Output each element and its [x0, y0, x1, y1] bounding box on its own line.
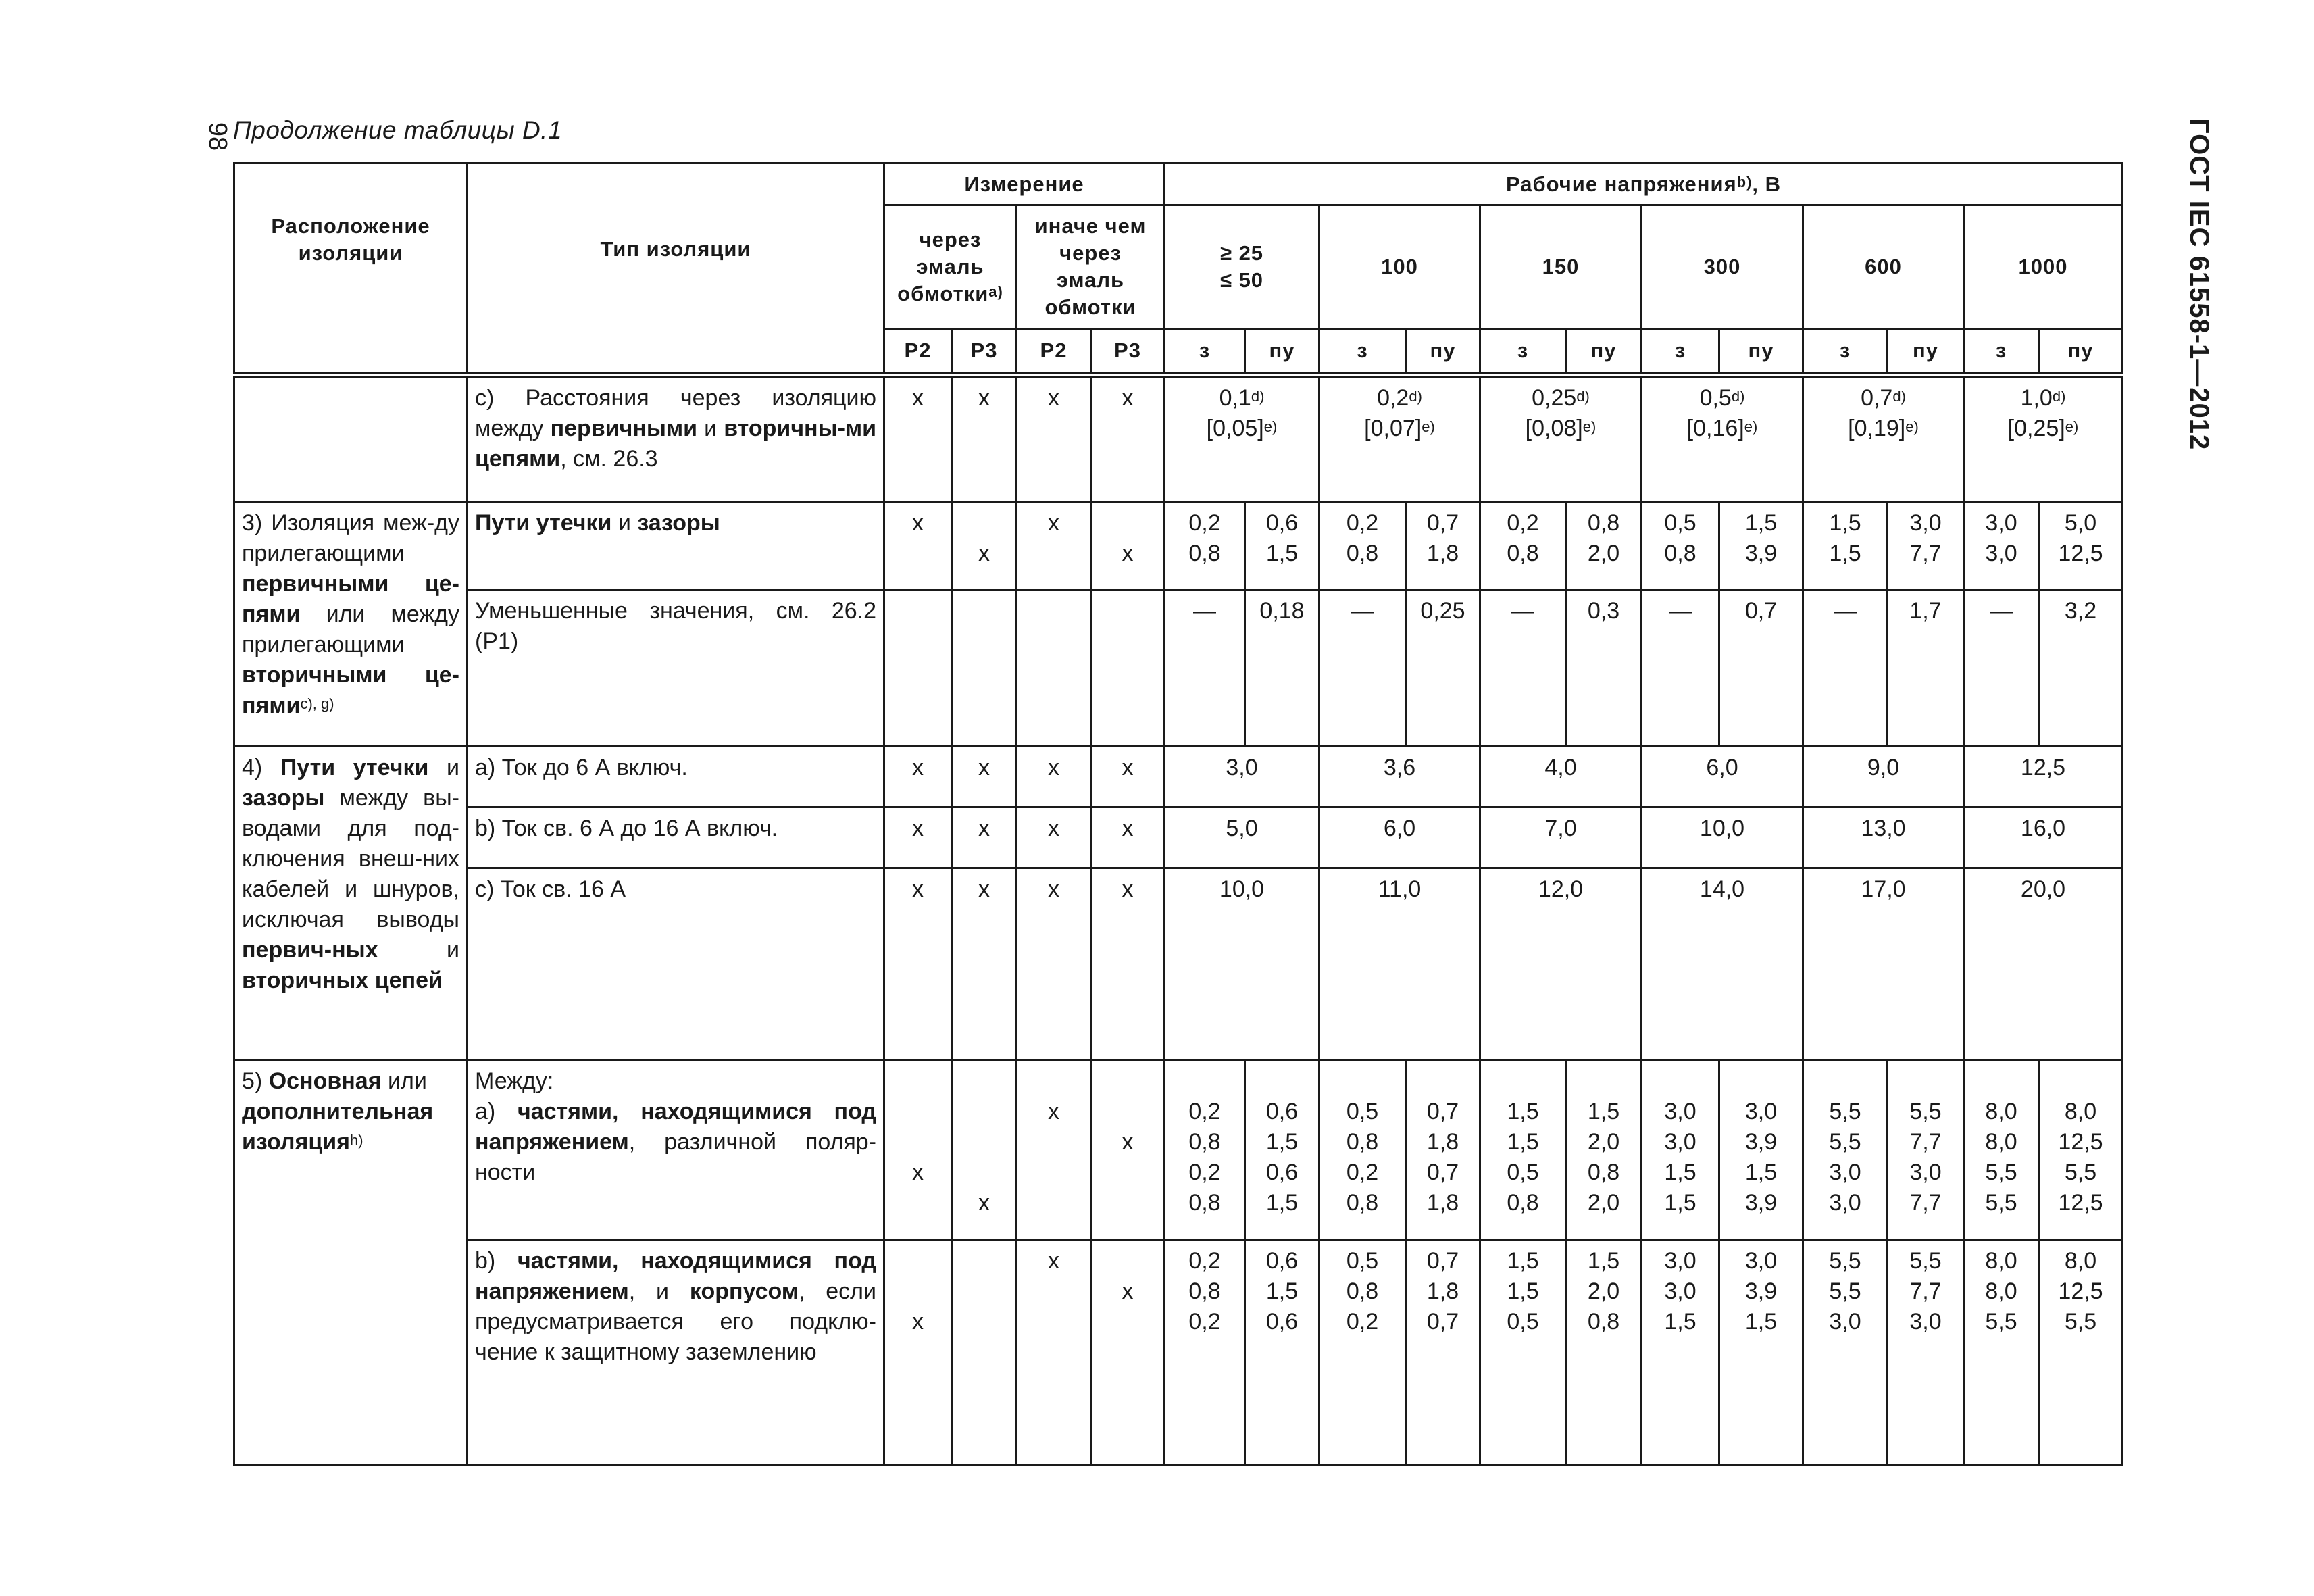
value-cell: 5,5 5,5 3,0 [1803, 1240, 1888, 1466]
mark-cell: x [1017, 1240, 1091, 1466]
value-cell: 0,7 1,8 0,7 [1406, 1240, 1480, 1466]
table-row [234, 1240, 2123, 1466]
table-row [234, 807, 2123, 868]
value-cell: — [1964, 590, 2039, 747]
type-cell: a) Ток до 6 А включ. [468, 747, 884, 807]
value-cell: 8,0 12,5 5,5 12,5 [2039, 1060, 2123, 1240]
mark-cell: x [1017, 747, 1091, 807]
value-cell: — [1165, 590, 1245, 747]
value-cell: 0,25 [1406, 590, 1480, 747]
value-cell: 1,5 1,5 [1803, 502, 1888, 590]
value-cell: 1,5 3,9 [1719, 502, 1803, 590]
header-pu: пу [1719, 329, 1803, 375]
value-cell: 12,5 [1964, 747, 2123, 807]
value-cell: 8,0 12,5 5,5 [2039, 1240, 2123, 1466]
mark-cell-empty [952, 590, 1017, 747]
value-cell: 3,0 3,0 1,5 1,5 [1642, 1060, 1719, 1240]
mark-cell: x [952, 747, 1017, 807]
value-cell: 8,0 8,0 5,5 [1964, 1240, 2039, 1466]
value-cell: 0,2 0,8 [1480, 502, 1566, 590]
mark-cell: x [884, 502, 952, 590]
value-cell: 10,0 [1642, 807, 1803, 868]
mark-cell: x [884, 868, 952, 1060]
header-pu: пу [1406, 329, 1480, 375]
value-cell: 5,0 12,5 [2039, 502, 2123, 590]
value-cell: 1,5 1,5 0,5 0,8 [1480, 1060, 1566, 1240]
value-cell: 0,5 0,8 0,2 [1319, 1240, 1406, 1466]
type-cell: c) Расстояния через изоляцию между первичными и вторичны-ми цепями, см. 26.3 [468, 375, 884, 502]
insulation-table [233, 162, 2123, 1466]
location-cell: 3) Изоляция меж-ду прилегающими первичными це-пями или между прилегающими вторичными це-пями$^{c), g)}$ [234, 502, 468, 747]
value-cell: 3,0 3,0 [1964, 502, 2039, 590]
mark-cell: x [1091, 868, 1165, 1060]
mark-cell: x [1017, 807, 1091, 868]
header-p3: P3 [1091, 329, 1165, 375]
value-cell: 0,6 1,5 [1245, 502, 1319, 590]
value-cell: 5,5 7,7 3,0 7,7 [1888, 1060, 1964, 1240]
mark-cell-empty [884, 590, 952, 747]
page-number: 98 [203, 122, 232, 151]
value-cell: 6,0 [1642, 747, 1803, 807]
value-cell: 3,2 [2039, 590, 2123, 747]
mark-cell: x [884, 1240, 952, 1466]
table-row [234, 502, 2123, 590]
header-z: з [1480, 329, 1566, 375]
value-cell: 0,3 [1566, 590, 1642, 747]
header-measurement: Измерение [884, 164, 1165, 205]
value-cell: 11,0 [1319, 868, 1480, 1060]
value-cell: 0,2 0,8 [1319, 502, 1406, 590]
mark-cell: x [952, 375, 1017, 502]
value-cell: 1,5 1,5 0,5 [1480, 1240, 1566, 1466]
value-cell: 20,0 [1964, 868, 2123, 1060]
header-voltage-1000: 1000 [1964, 205, 2123, 329]
value-cell: 5,5 5,5 3,0 3,0 [1803, 1060, 1888, 1240]
type-cell: b) Ток св. 6 А до 16 А включ. [468, 807, 884, 868]
header-pu: пу [1566, 329, 1642, 375]
value-cell: 3,0 7,7 [1888, 502, 1964, 590]
document-code: ГОСТ IEC 61558-1—2012 [2184, 118, 2214, 451]
value-cell: 10,0 [1165, 868, 1319, 1060]
mark-cell: x [1017, 1060, 1091, 1240]
header-voltage-600: 600 [1803, 205, 1964, 329]
value-cell: 0,25$^{d)}$ $[0,08]^{e)}$ [1480, 375, 1642, 502]
mark-cell-empty [1091, 590, 1165, 747]
value-cell: 1,5 2,0 0,8 2,0 [1566, 1060, 1642, 1240]
header-voltage-50: ≥ 25 ≤ 50 [1165, 205, 1319, 329]
header-pu: пу [2039, 329, 2123, 375]
mark-cell: x [884, 1060, 952, 1240]
value-cell: 0,2 0,8 0,2 [1165, 1240, 1245, 1466]
header-voltage-100: 100 [1319, 205, 1480, 329]
value-cell: 3,0 3,9 1,5 3,9 [1719, 1060, 1803, 1240]
value-cell: 0,2 0,8 [1165, 502, 1245, 590]
mark-cell: x [1017, 502, 1091, 590]
value-cell: 0,18 [1245, 590, 1319, 747]
header-z: з [1964, 329, 2039, 375]
value-cell: 0,8 2,0 [1566, 502, 1642, 590]
type-cell: Уменьшенные значения, см. 26.2 (P1) [468, 590, 884, 747]
header-p2: P2 [1017, 329, 1091, 375]
value-cell: 0,5$^{d)}$ $[0,16]^{e)}$ [1642, 375, 1803, 502]
value-cell: 0,7 [1719, 590, 1803, 747]
type-cell: c) Ток св. 16 А [468, 868, 884, 1060]
mark-cell-empty [952, 1240, 1017, 1466]
value-cell: 1,7 [1888, 590, 1964, 747]
value-cell: 0,6 1,5 0,6 1,5 [1245, 1060, 1319, 1240]
header-z: з [1319, 329, 1406, 375]
mark-cell: x [1091, 1060, 1165, 1240]
type-cell: Пути утечки и зазоры [468, 502, 884, 590]
value-cell: 0,7 1,8 0,7 1,8 [1406, 1060, 1480, 1240]
mark-cell: x [1091, 1240, 1165, 1466]
value-cell: 1,5 2,0 0,8 [1566, 1240, 1642, 1466]
header-p3: P3 [952, 329, 1017, 375]
mark-cell: x [884, 807, 952, 868]
mark-cell: x [1091, 502, 1165, 590]
type-cell: Между: a) частями, находящимися под напряжением, различной поляр-ности [468, 1060, 884, 1240]
value-cell: 1,0$^{d)}$ $[0,25]^{e)}$ [1964, 375, 2123, 502]
mark-cell: x [884, 375, 952, 502]
header-z: з [1165, 329, 1245, 375]
value-cell: — [1319, 590, 1406, 747]
mark-cell: x [952, 1060, 1017, 1240]
header-type: Тип изоляции [468, 164, 884, 375]
header-other-than-enamel: иначе чем через эмаль обмотки [1017, 205, 1165, 329]
location-cell-empty [234, 375, 468, 502]
value-cell: 8,0 8,0 5,5 5,5 [1964, 1060, 2039, 1240]
value-cell: 13,0 [1803, 807, 1964, 868]
mark-cell: x [1017, 868, 1091, 1060]
header-voltage-300: 300 [1642, 205, 1803, 329]
header-p2: P2 [884, 329, 952, 375]
value-cell: — [1803, 590, 1888, 747]
header-voltages: Рабочие напряжения$^{b)}$, В [1165, 164, 2123, 205]
value-cell: 0,5 0,8 [1642, 502, 1719, 590]
mark-cell: x [1091, 807, 1165, 868]
table-row [234, 747, 2123, 807]
value-cell: 0,2 0,8 0,2 0,8 [1165, 1060, 1245, 1240]
value-cell: 3,0 3,9 1,5 [1719, 1240, 1803, 1466]
mark-cell: x [952, 868, 1017, 1060]
value-cell: 17,0 [1803, 868, 1964, 1060]
mark-cell: x [952, 502, 1017, 590]
mark-cell: x [1091, 375, 1165, 502]
table-row [234, 375, 2123, 502]
header-location: Расположение изоляции [234, 164, 468, 375]
value-cell: — [1480, 590, 1566, 747]
value-cell: 0,7$^{d)}$ $[0,19]^{e)}$ [1803, 375, 1964, 502]
table-caption: Продолжение таблицы D.1 [233, 116, 563, 144]
table-row [234, 868, 2123, 1060]
mark-cell: x [884, 747, 952, 807]
mark-cell: x [1017, 375, 1091, 502]
value-cell: 5,5 7,7 3,0 [1888, 1240, 1964, 1466]
header-z: з [1642, 329, 1719, 375]
location-cell: 5) Основная или дополнительная изоляция$^{h)}$ [234, 1060, 468, 1466]
location-cell: 4) Пути утечки и зазоры между вы-водами для под-ключения внеш-них кабелей и шнуров, исключая выводы первич-ных и вторичных цепей [234, 747, 468, 1060]
mark-cell: x [952, 807, 1017, 868]
value-cell: 0,2$^{d)}$ $[0,07]^{e)}$ [1319, 375, 1480, 502]
mark-cell: x [1091, 747, 1165, 807]
value-cell: — [1642, 590, 1719, 747]
value-cell: 7,0 [1480, 807, 1642, 868]
value-cell: 0,7 1,8 [1406, 502, 1480, 590]
value-cell: 16,0 [1964, 807, 2123, 868]
table-row [234, 590, 2123, 747]
value-cell: 6,0 [1319, 807, 1480, 868]
header-pu: пу [1245, 329, 1319, 375]
value-cell: 12,0 [1480, 868, 1642, 1060]
value-cell: 4,0 [1480, 747, 1642, 807]
header-voltage-150: 150 [1480, 205, 1642, 329]
value-cell: 3,0 [1165, 747, 1319, 807]
value-cell: 0,6 1,5 0,6 [1245, 1240, 1319, 1466]
value-cell: 14,0 [1642, 868, 1803, 1060]
header-through-enamel: через эмаль обмотки$^{a)}$ [884, 205, 1017, 329]
value-cell: 3,6 [1319, 747, 1480, 807]
value-cell: 9,0 [1803, 747, 1964, 807]
value-cell: 0,1$^{d)}$ $[0,05]^{e)}$ [1165, 375, 1319, 502]
header-pu: пу [1888, 329, 1964, 375]
value-cell: 5,0 [1165, 807, 1319, 868]
header-z: з [1803, 329, 1888, 375]
table-row [234, 1060, 2123, 1240]
value-cell: 0,5 0,8 0,2 0,8 [1319, 1060, 1406, 1240]
type-cell: b) частями, находящимися под напряжением, и корпусом, если предусматривается его подклю-чение к защитному заземлению [468, 1240, 884, 1466]
mark-cell-empty [1017, 590, 1091, 747]
value-cell: 3,0 3,0 1,5 [1642, 1240, 1719, 1466]
